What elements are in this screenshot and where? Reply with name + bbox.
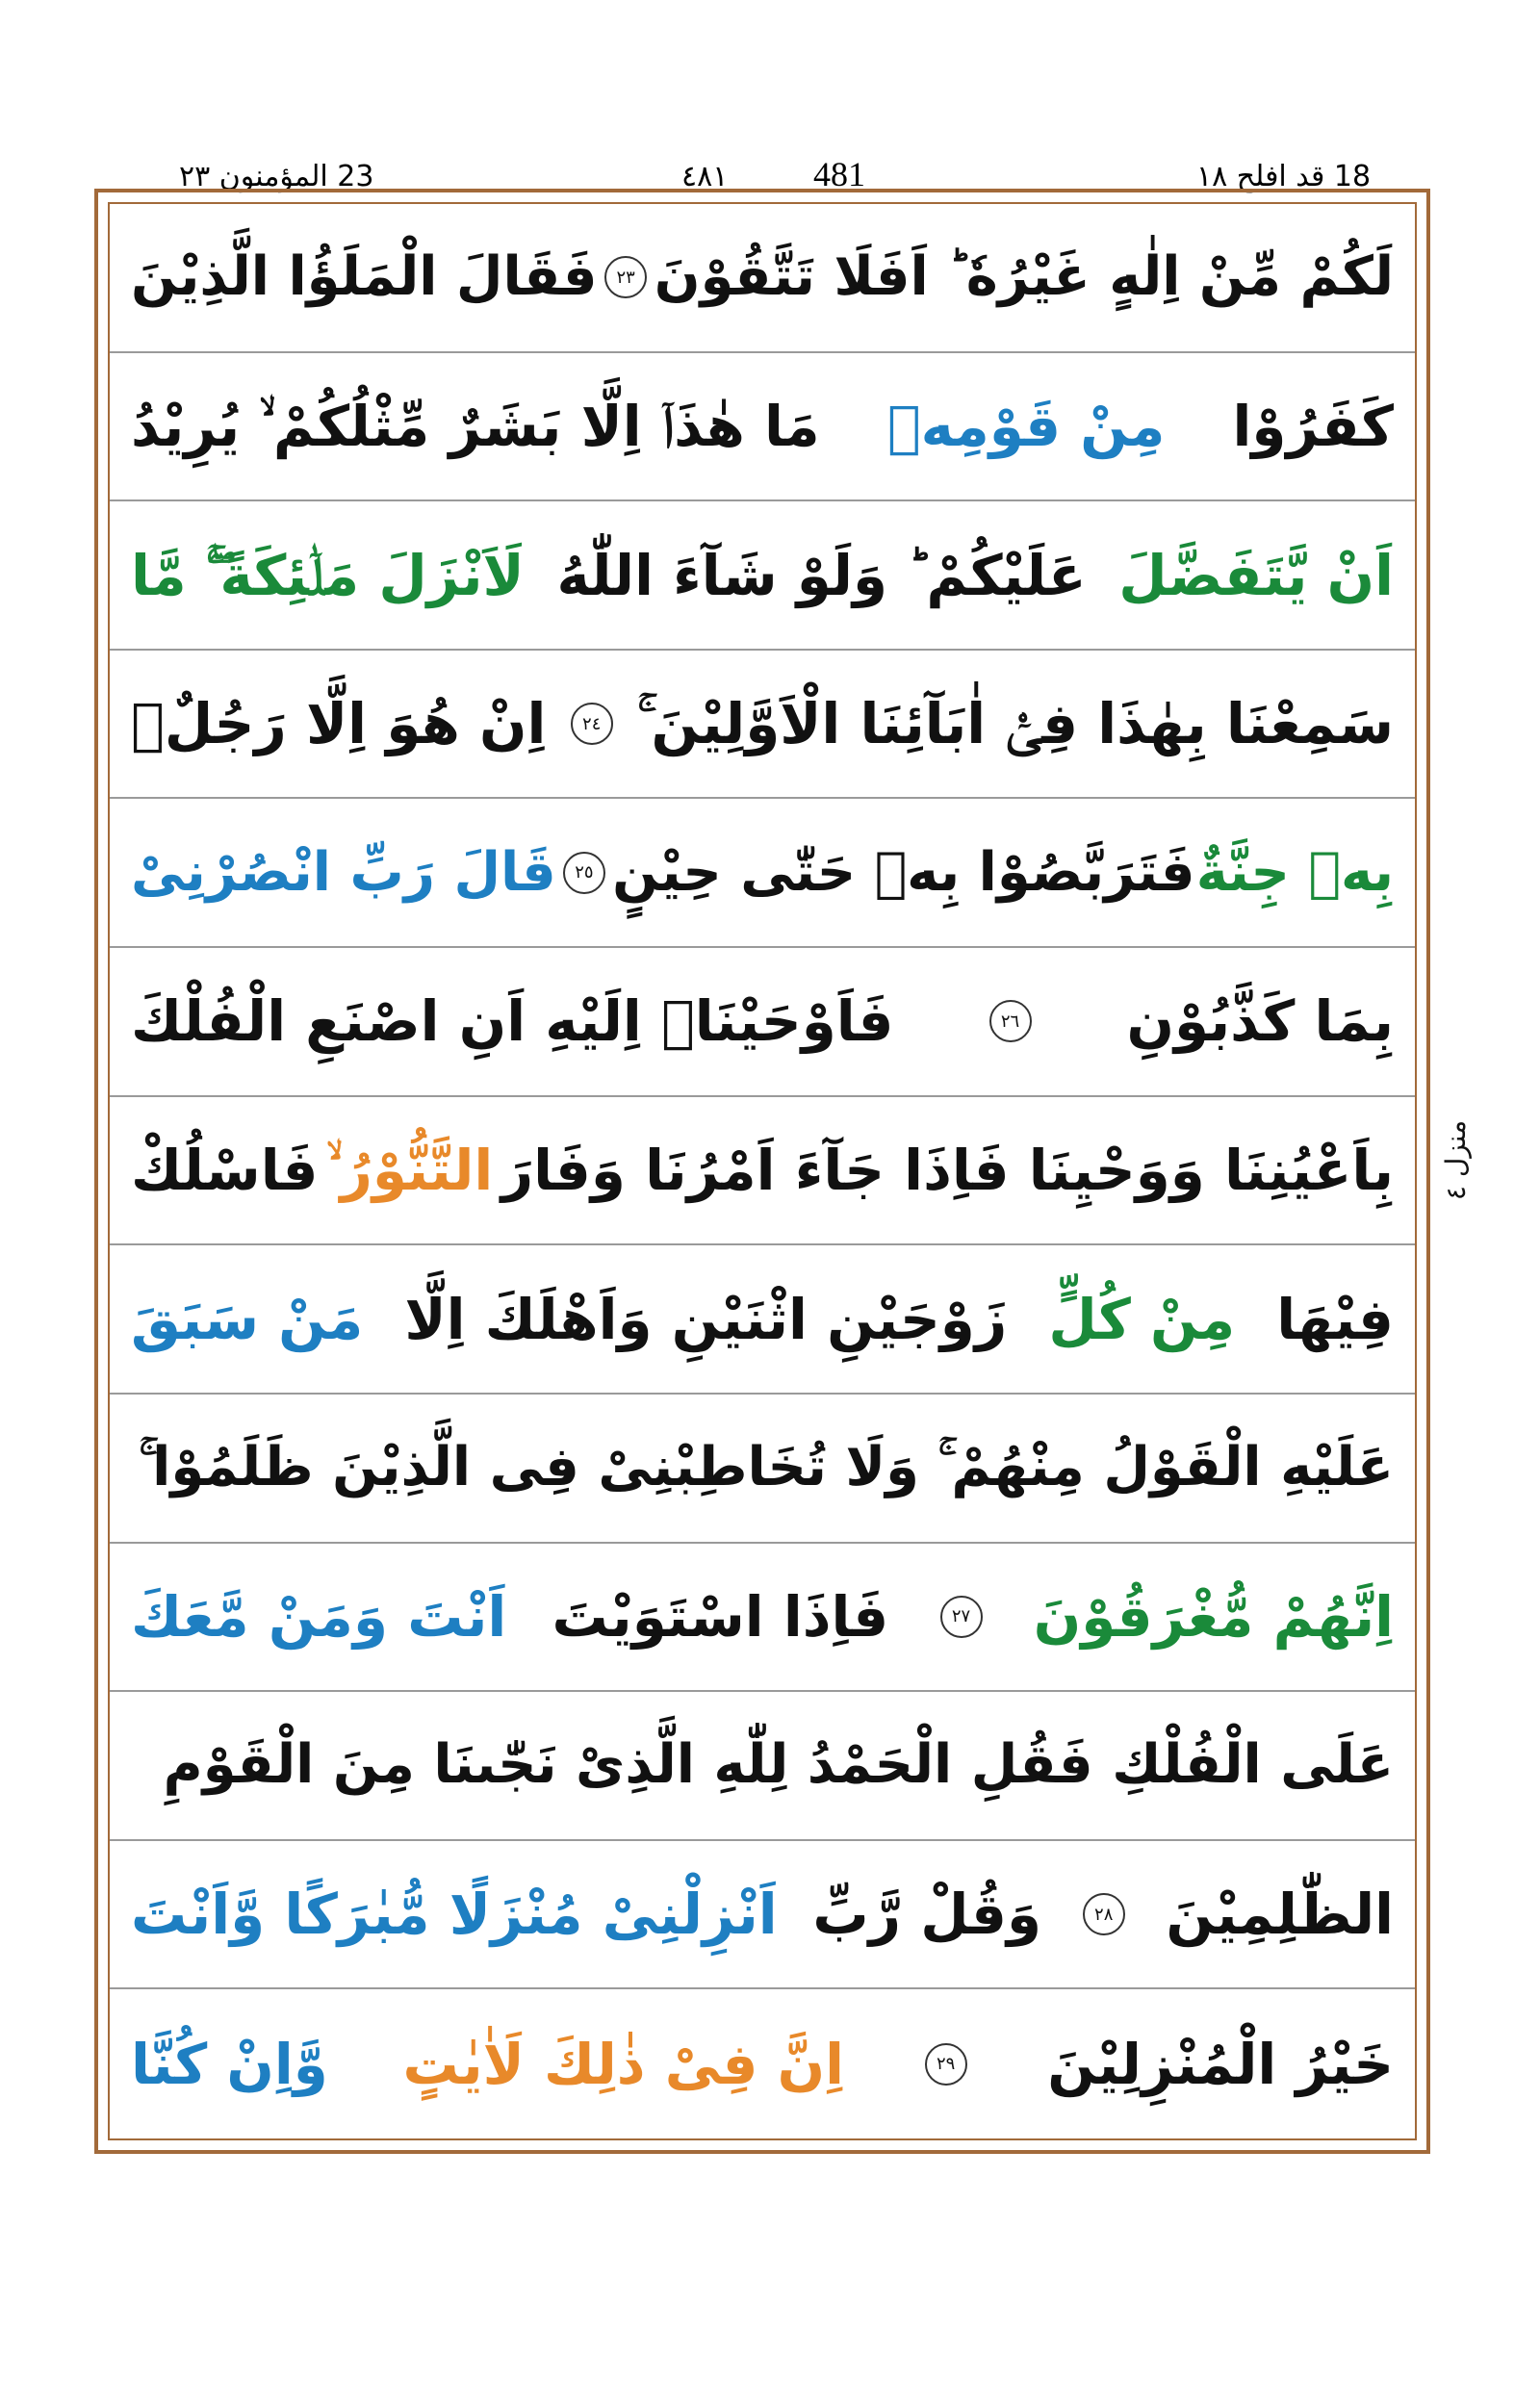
verse-segment: اِنَّهُمْ مُّغْرَقُوْنَ bbox=[1033, 1583, 1394, 1650]
verse-segment: الظّٰلِمِيْنَ bbox=[1166, 1882, 1394, 1948]
ayah-marker: ٢٥ bbox=[563, 852, 605, 894]
para-name: 18 قد افلح ١٨ bbox=[1189, 160, 1378, 193]
quran-text-lines bbox=[110, 204, 1415, 2138]
verse-segment: عَلَيْهِ الْقَوْلُ مِنْهُمْ ۚ وَلَا تُخَاطِبْنِیْ فِی الَّذِيْنَ ظَلَمُوْا ۚ bbox=[139, 1436, 1394, 1499]
page-header bbox=[0, 0, 1540, 207]
verse-segment: فَتَرَبَّصُوْا بِهٖ حَتّٰى حِيْنٍ bbox=[612, 840, 1195, 904]
verse-segment: مِنْ كُلٍّ bbox=[1048, 1286, 1236, 1352]
verse-segment: التَّنُّوْرُ ۙ bbox=[325, 1137, 494, 1203]
verse-segment: قَالَ رَبِّ انْصُرْنِیْ bbox=[131, 840, 556, 904]
verse-segment: لَاَنْزَلَ مَلٰۤئِكَةً ۚۖ مَّا bbox=[131, 542, 525, 608]
text-line bbox=[110, 353, 1415, 502]
ayah-marker: ٢٤ bbox=[571, 703, 613, 745]
verse-segment: عَلَى الْفُلْكِ فَقُلِ الْحَمْدُ لِلّٰهِ الَّذِیْ نَجّٰىنَا مِنَ الْقَوْمِ bbox=[163, 1733, 1394, 1797]
ayah-marker: ٢٦ bbox=[989, 1000, 1032, 1042]
verse-segment: وَقُلْ رَّبِّ bbox=[812, 1882, 1041, 1948]
text-line bbox=[110, 501, 1415, 651]
verse-segment: اَنْزِلْنِیْ مُنْزَلًا مُّبٰرَكًا وَّاَنْتَ bbox=[131, 1882, 778, 1948]
verse-segment: فَقَالَ الْمَلَؤُا الَّذِيْنَ bbox=[131, 245, 598, 309]
text-line bbox=[110, 204, 1415, 353]
text-line bbox=[110, 1989, 1415, 2138]
surah-name: 23 المؤمنون ٢٣ bbox=[171, 160, 381, 193]
text-line bbox=[110, 1841, 1415, 1990]
verse-segment: كَفَرُوْا bbox=[1232, 393, 1394, 459]
text-line bbox=[110, 1395, 1415, 1544]
manzil-label bbox=[1432, 1078, 1480, 1242]
verse-segment: اِنَّ فِیْ ذٰلِكَ لَاٰيٰتٍ bbox=[402, 2031, 845, 2097]
verse-segment: اَنْ يَّتَفَضَّلَ bbox=[1118, 542, 1394, 608]
page-number: 481 bbox=[804, 154, 875, 194]
verse-segment: وَّاِنْ كُنَّا bbox=[131, 2031, 328, 2097]
verse-segment: خَيْرُ الْمُنْزِلِيْنَ bbox=[1047, 2031, 1394, 2097]
verse-segment: مَنْ سَبَقَ bbox=[131, 1286, 364, 1352]
verse-segment: لَكُمْ مِّنْ اِلٰهٍ غَيْرُهٗ ؕ اَفَلَا تَتَّقُوْنَ bbox=[654, 245, 1394, 309]
verse-segment: اَنْتَ وَمَنْ مَّعَكَ bbox=[131, 1583, 507, 1650]
verse-segment: فَاِذَا اسْتَوَيْتَ bbox=[552, 1583, 889, 1650]
text-line bbox=[110, 948, 1415, 1097]
text-line bbox=[110, 651, 1415, 800]
verse-segment: فِيْهَا bbox=[1276, 1286, 1394, 1352]
verse-segment: عَلَيْكُمْ ؕ وَلَوْ شَآءَ اللّٰهُ bbox=[556, 542, 1087, 608]
text-line bbox=[110, 799, 1415, 948]
verse-segment: سَمِعْنَا بِهٰذَا فِیْۤ اٰبَآئِنَا الْاَوَّلِيْنَ ۚ bbox=[637, 691, 1394, 757]
ayah-marker: ٢٨ bbox=[1083, 1893, 1125, 1935]
verse-segment: فَاسْلُكْ bbox=[131, 1137, 319, 1203]
ayah-marker: ٢٧ bbox=[940, 1596, 983, 1638]
verse-segment: بِهٖ جِنَّةٌ bbox=[1195, 840, 1394, 904]
text-line bbox=[110, 1245, 1415, 1395]
verse-segment: زَوْجَيْنِ اثْنَيْنِ وَاَهْلَكَ اِلَّا bbox=[404, 1286, 1008, 1352]
verse-segment: بِاَعْيُنِنَا وَوَحْيِنَا فَاِذَا جَآءَ اَمْرُنَا وَفَارَ bbox=[500, 1137, 1394, 1203]
ayah-marker: ٢٩ bbox=[925, 2043, 967, 2086]
verse-segment: مِنْ قَوْمِهٖ bbox=[886, 393, 1166, 459]
verse-segment: بِمَا كَذَّبُوْنِ bbox=[1126, 988, 1394, 1055]
page-number-arabic: ٤٨١ bbox=[674, 160, 735, 193]
verse-segment: فَاَوْحَيْنَاۤ اِلَيْهِ اَنِ اصْنَعِ الْفُلْكَ bbox=[131, 988, 894, 1055]
ayah-marker: ٢٣ bbox=[604, 256, 647, 298]
text-line bbox=[110, 1544, 1415, 1693]
manzil-label-text: منزل ٤ bbox=[1440, 1119, 1473, 1200]
verse-segment: اِنْ هُوَ اِلَّا رَجُلٌۢ bbox=[131, 691, 547, 757]
text-line bbox=[110, 1097, 1415, 1246]
text-line bbox=[110, 1692, 1415, 1841]
verse-segment: مَا هٰذَاۤ اِلَّا بَشَرٌ مِّثْلُكُمْ ۙ يُرِيْدُ bbox=[131, 393, 820, 459]
